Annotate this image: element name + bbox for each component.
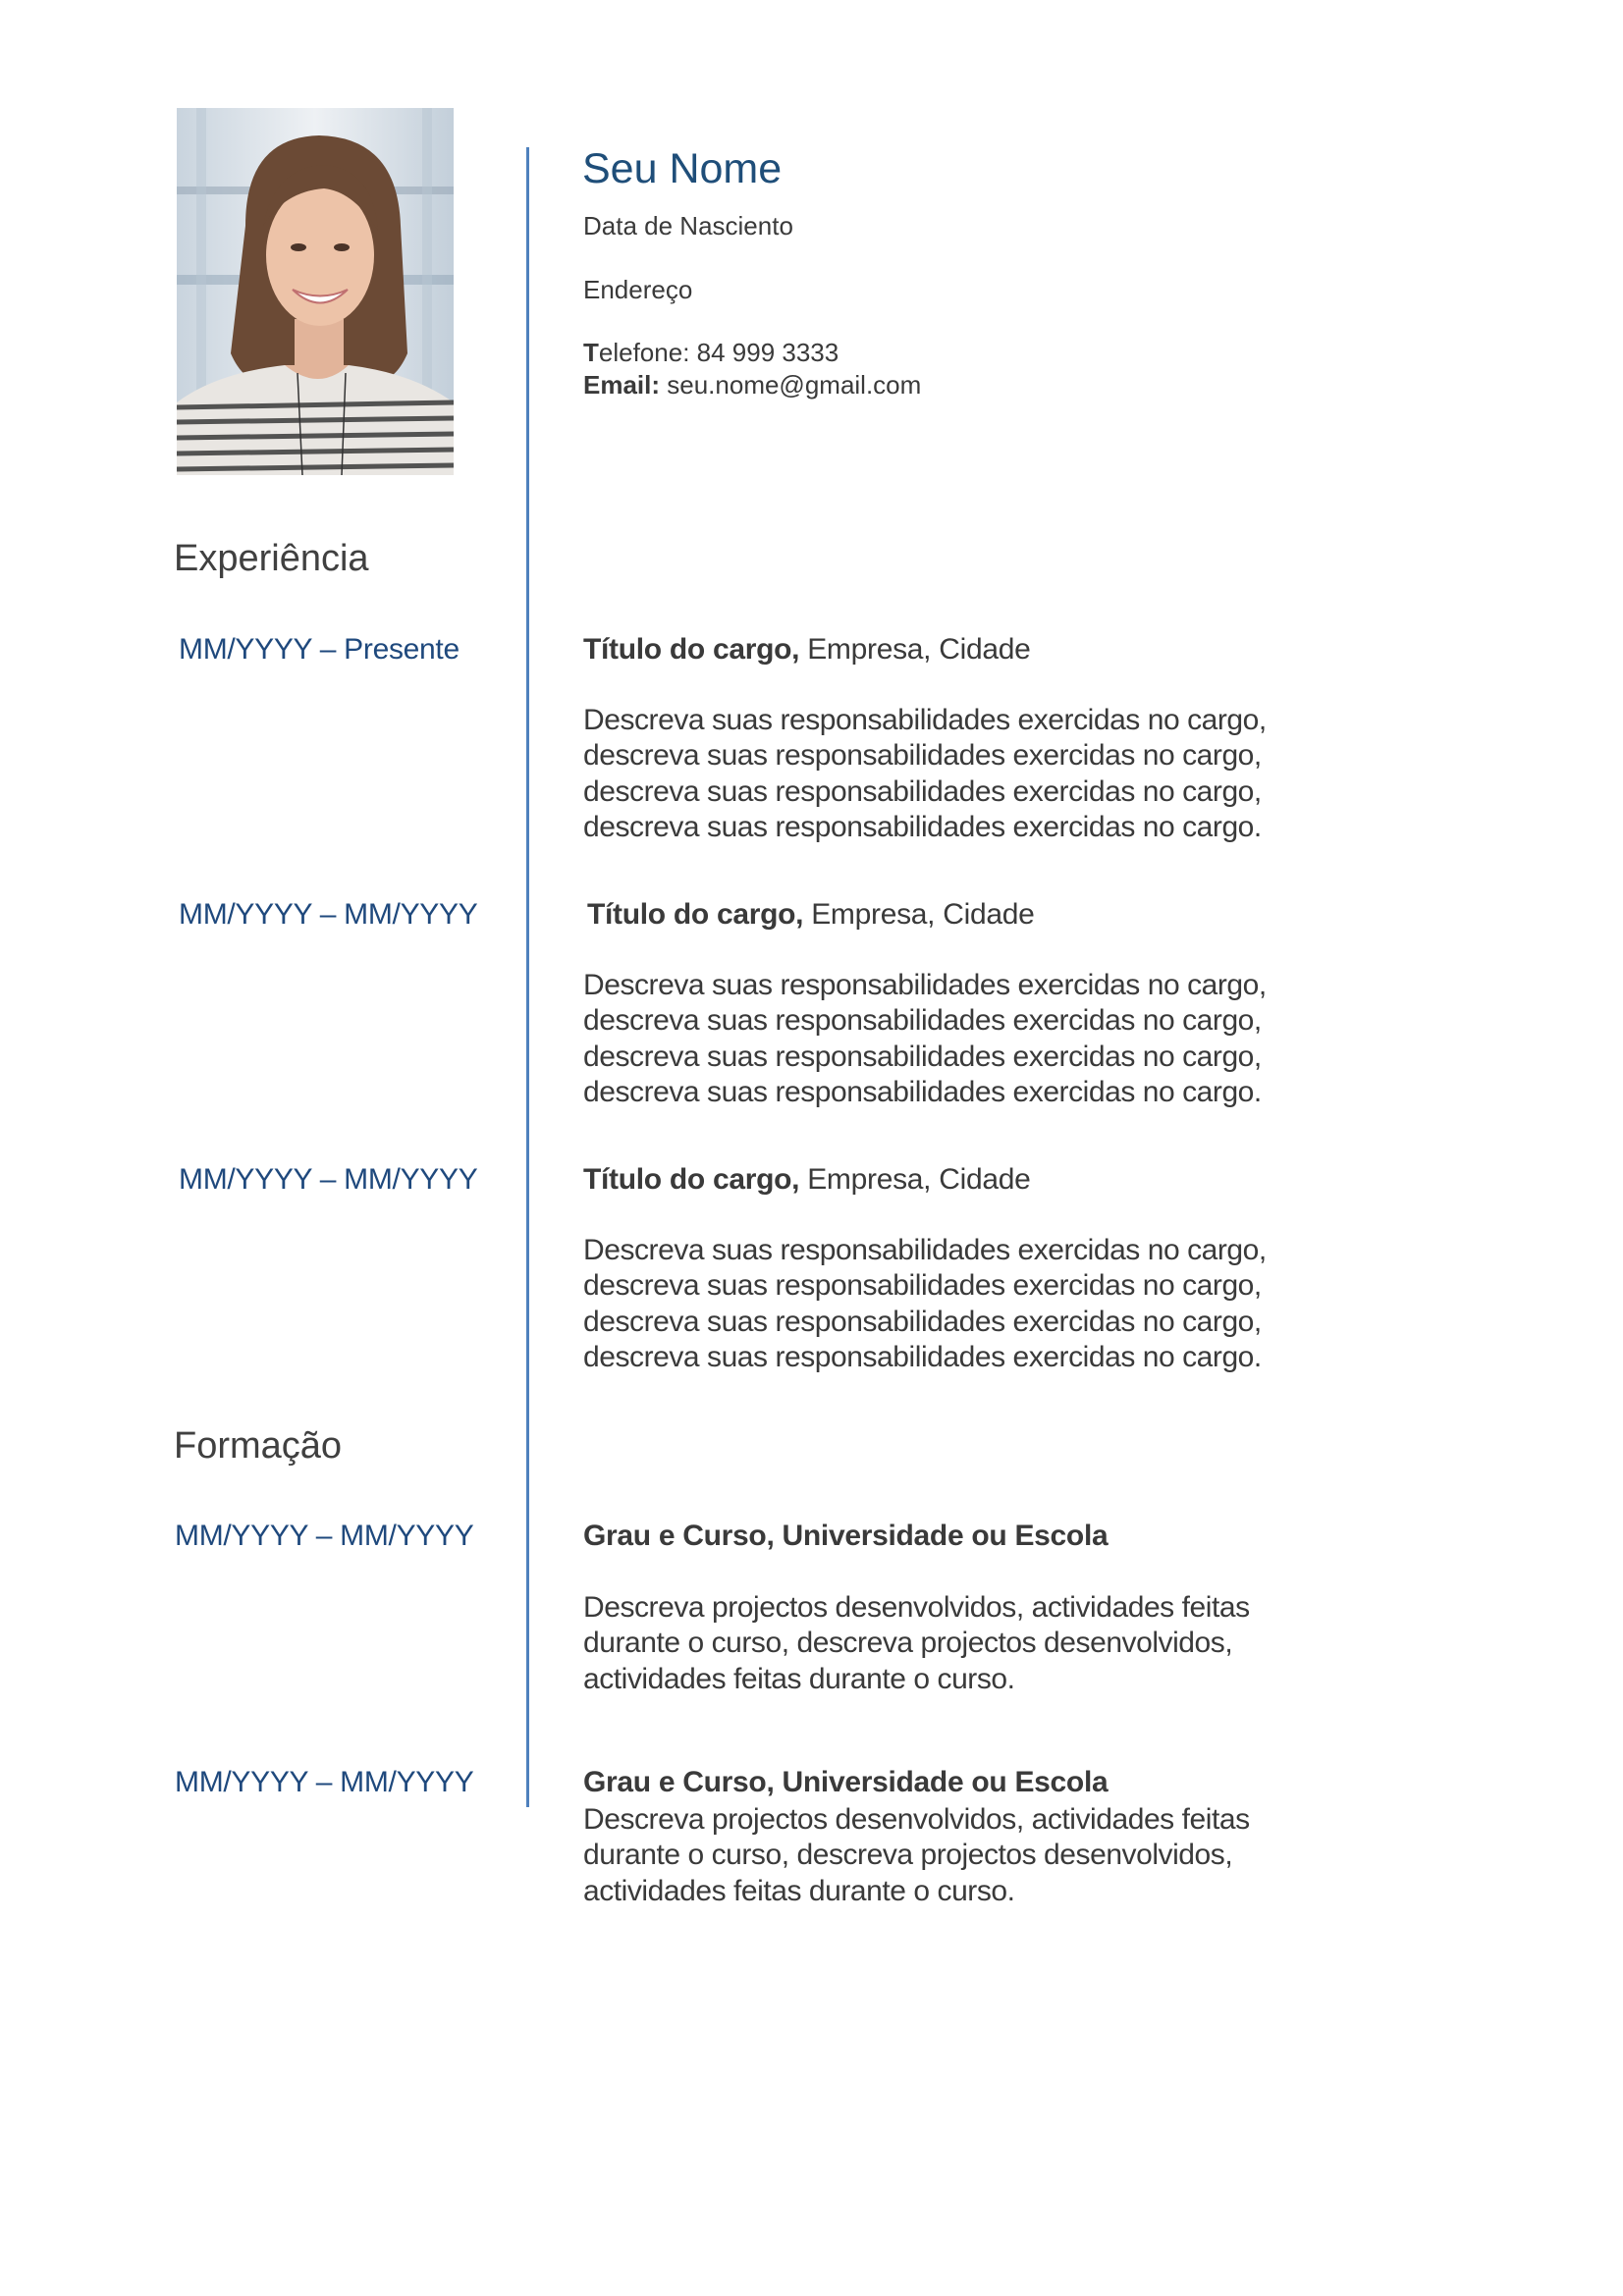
job-description xyxy=(583,703,1267,845)
job-description-line: descreva suas responsabilidades exercidas no cargo. xyxy=(583,1340,1262,1373)
education-description-line: actividades feitas durante o curso. xyxy=(583,1874,1015,1907)
job-description-line: descreva suas responsabilidades exercidas no cargo. xyxy=(583,1075,1262,1108)
job-company: Empresa, Cidade xyxy=(799,633,1031,666)
email-value[interactable]: seu.nome@gmail.com xyxy=(660,370,922,400)
job-description-line: Descreva suas responsabilidades exercidas no cargo, xyxy=(583,704,1267,736)
job-description-line: descreva suas responsabilidades exercidas no cargo, xyxy=(583,774,1262,808)
experience-heading: Experiência xyxy=(174,538,369,579)
job-description-line: descreva suas responsabilidades exercidas no cargo, xyxy=(583,1004,1262,1038)
job-company: Empresa, Cidade xyxy=(799,1163,1031,1196)
vertical-divider xyxy=(526,147,529,1807)
job-description xyxy=(583,968,1267,1110)
phone-label-initial: T xyxy=(583,338,599,367)
job-title xyxy=(583,632,1031,667)
education-date: MM/YYYY – MM/YYYY xyxy=(175,1520,474,1552)
job-title-bold: Título do cargo, xyxy=(583,633,800,666)
education-description xyxy=(583,1590,1250,1697)
job-date: MM/YYYY – MM/YYYY xyxy=(179,1163,478,1196)
email xyxy=(583,369,921,401)
job-description xyxy=(583,1233,1267,1375)
job-company: Empresa, Cidade xyxy=(803,898,1035,931)
person-name: Seu Nome xyxy=(582,145,783,192)
education-date: MM/YYYY – MM/YYYY xyxy=(175,1766,474,1798)
job-description-line: Descreva suas responsabilidades exercidas no cargo, xyxy=(583,969,1267,1001)
profile-photo xyxy=(177,108,454,475)
phone-text: elefone: 84 999 3333 xyxy=(598,338,839,367)
education-heading: Formação xyxy=(174,1425,343,1467)
job-title xyxy=(587,897,1035,933)
education-description-line: Descreva projectos desenvolvidos, actividades feitas xyxy=(583,1591,1250,1624)
address: Endereço xyxy=(583,275,693,304)
profile-photo-image xyxy=(177,108,454,475)
job-description-line: descreva suas responsabilidades exercidas no cargo, xyxy=(583,739,1262,773)
education-description-line: actividades feitas durante o curso. xyxy=(583,1662,1015,1695)
education-description xyxy=(583,1802,1250,1909)
job-date: MM/YYYY – MM/YYYY xyxy=(179,898,478,931)
job-title-bold: Título do cargo, xyxy=(583,1163,800,1196)
job-title-bold: Título do cargo, xyxy=(587,898,804,931)
phone xyxy=(583,337,839,369)
job-description-line: descreva suas responsabilidades exercidas no cargo, xyxy=(583,1305,1262,1338)
job-date: MM/YYYY – Presente xyxy=(179,633,460,666)
education-title: Grau e Curso, Universidade ou Escola xyxy=(583,1766,1109,1798)
education-title: Grau e Curso, Universidade ou Escola xyxy=(583,1520,1109,1552)
job-description-line: Descreva suas responsabilidades exercidas no cargo, xyxy=(583,1234,1267,1266)
job-description-line: descreva suas responsabilidades exercidas no cargo, xyxy=(583,1269,1262,1303)
email-label: Email: xyxy=(583,370,661,400)
job-description-line: descreva suas responsabilidades exercidas no cargo. xyxy=(583,810,1262,843)
education-description-line: durante o curso, descreva projectos desenvolvidos, xyxy=(583,1839,1233,1872)
job-title xyxy=(583,1162,1031,1198)
job-description-line: descreva suas responsabilidades exercidas no cargo, xyxy=(583,1040,1262,1073)
education-description-line: Descreva projectos desenvolvidos, actividades feitas xyxy=(583,1803,1250,1836)
birth-date: Data de Nasciento xyxy=(583,211,793,240)
education-description-line: durante o curso, descreva projectos desenvolvidos, xyxy=(583,1627,1233,1660)
